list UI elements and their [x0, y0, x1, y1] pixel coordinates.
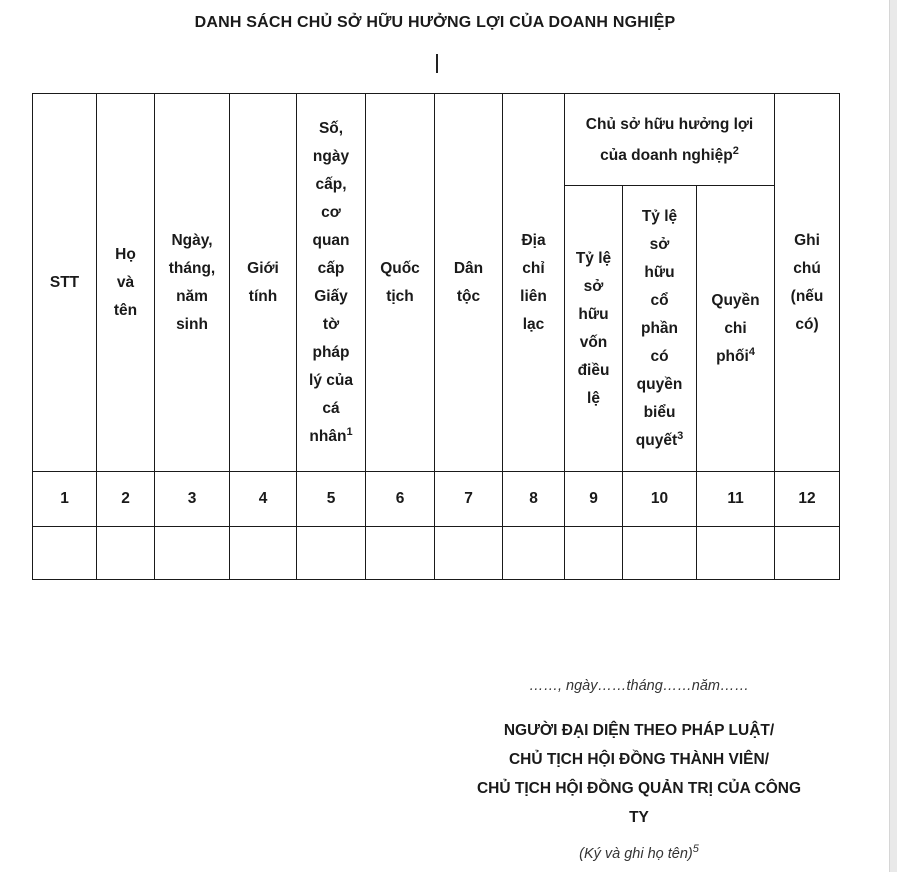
header-nationality: Quốc tịch — [366, 94, 435, 472]
signatory-title — [450, 716, 828, 832]
signature-note-text: (Ký và ghi họ tên) — [579, 846, 693, 862]
column-number: 1 — [33, 472, 97, 527]
column-number: 2 — [97, 472, 155, 527]
document-title: DANH SÁCH CHỦ SỞ HỮU HƯỞNG LỢI CỦA DOANH NGHIỆP — [194, 14, 676, 31]
table-cell[interactable] — [230, 527, 297, 580]
header-beneficial-owner-group: Chủ sở hữu hưởng lợi của doanh nghiệp$^2$ — [565, 94, 775, 186]
header-full-name: Họ và tên — [97, 94, 155, 472]
footnote-ref: 3 — [677, 429, 684, 442]
column-number: 3 — [155, 472, 230, 527]
signatory-title-line: CHỦ TỊCH HỘI ĐỒNG QUẢN TRỊ CỦA CÔNG — [476, 780, 802, 797]
column-number: 10 — [623, 472, 697, 527]
column-number-row — [33, 472, 840, 527]
header-contact-address: Địa chỉ liên lạc — [503, 94, 565, 472]
table-cell[interactable] — [697, 527, 775, 580]
table-cell[interactable] — [297, 527, 366, 580]
table-cell[interactable] — [435, 527, 503, 580]
date-line: ……, ngày……tháng……năm…… — [529, 678, 749, 694]
signature-note — [450, 843, 828, 862]
column-number: 6 — [366, 472, 435, 527]
table-cell[interactable] — [623, 527, 697, 580]
column-number: 9 — [565, 472, 623, 527]
column-number: 12 — [775, 472, 840, 527]
signatory-title-line: NGƯỜI ĐẠI DIỆN THEO PHÁP LUẬT/ — [503, 722, 775, 739]
header-voting-share-ratio: Tỷ lệ sở hữu cổ phần có quyền biểu quyết$^3$ — [623, 186, 697, 472]
column-number: 8 — [503, 472, 565, 527]
empty-data-row — [33, 527, 840, 580]
header-date-of-birth: Ngày, tháng, năm sinh — [155, 94, 230, 472]
table-cell[interactable] — [33, 527, 97, 580]
signatory-title-line: CHỦ TỊCH HỘI ĐỒNG THÀNH VIÊN/ — [508, 751, 770, 768]
column-number: 4 — [230, 472, 297, 527]
footnote-ref: 2 — [732, 144, 739, 157]
header-controlling-right: Quyền chi phối$^4$ — [697, 186, 775, 472]
header-capital-ownership-ratio: Tỷ lệ sở hữu vốn điều lệ — [565, 186, 623, 472]
text-cursor[interactable] — [436, 54, 438, 73]
table-cell[interactable] — [155, 527, 230, 580]
header-stt: STT — [33, 94, 97, 472]
page-edge — [889, 0, 897, 872]
beneficial-owners-table — [32, 93, 840, 580]
header-gender: Giới tính — [230, 94, 297, 472]
header-notes: Ghi chú (nếu có) — [775, 94, 840, 472]
signatory-title-line: TY — [629, 809, 649, 826]
table-cell[interactable] — [366, 527, 435, 580]
header-row-1 — [33, 94, 840, 186]
column-number: 11 — [697, 472, 775, 527]
column-number: 7 — [435, 472, 503, 527]
footnote-ref: 1 — [346, 425, 353, 438]
footnote-ref: 4 — [748, 345, 755, 358]
header-ethnicity: Dân tộc — [435, 94, 503, 472]
header-legal-document: Số, ngày cấp, cơ quan cấp Giấy tờ pháp lý của cá nhân$^1$ — [297, 94, 366, 472]
column-number: 5 — [297, 472, 366, 527]
table-cell[interactable] — [503, 527, 565, 580]
table-cell[interactable] — [565, 527, 623, 580]
table-cell[interactable] — [775, 527, 840, 580]
table-cell[interactable] — [97, 527, 155, 580]
footnote-ref: 5 — [692, 843, 699, 855]
